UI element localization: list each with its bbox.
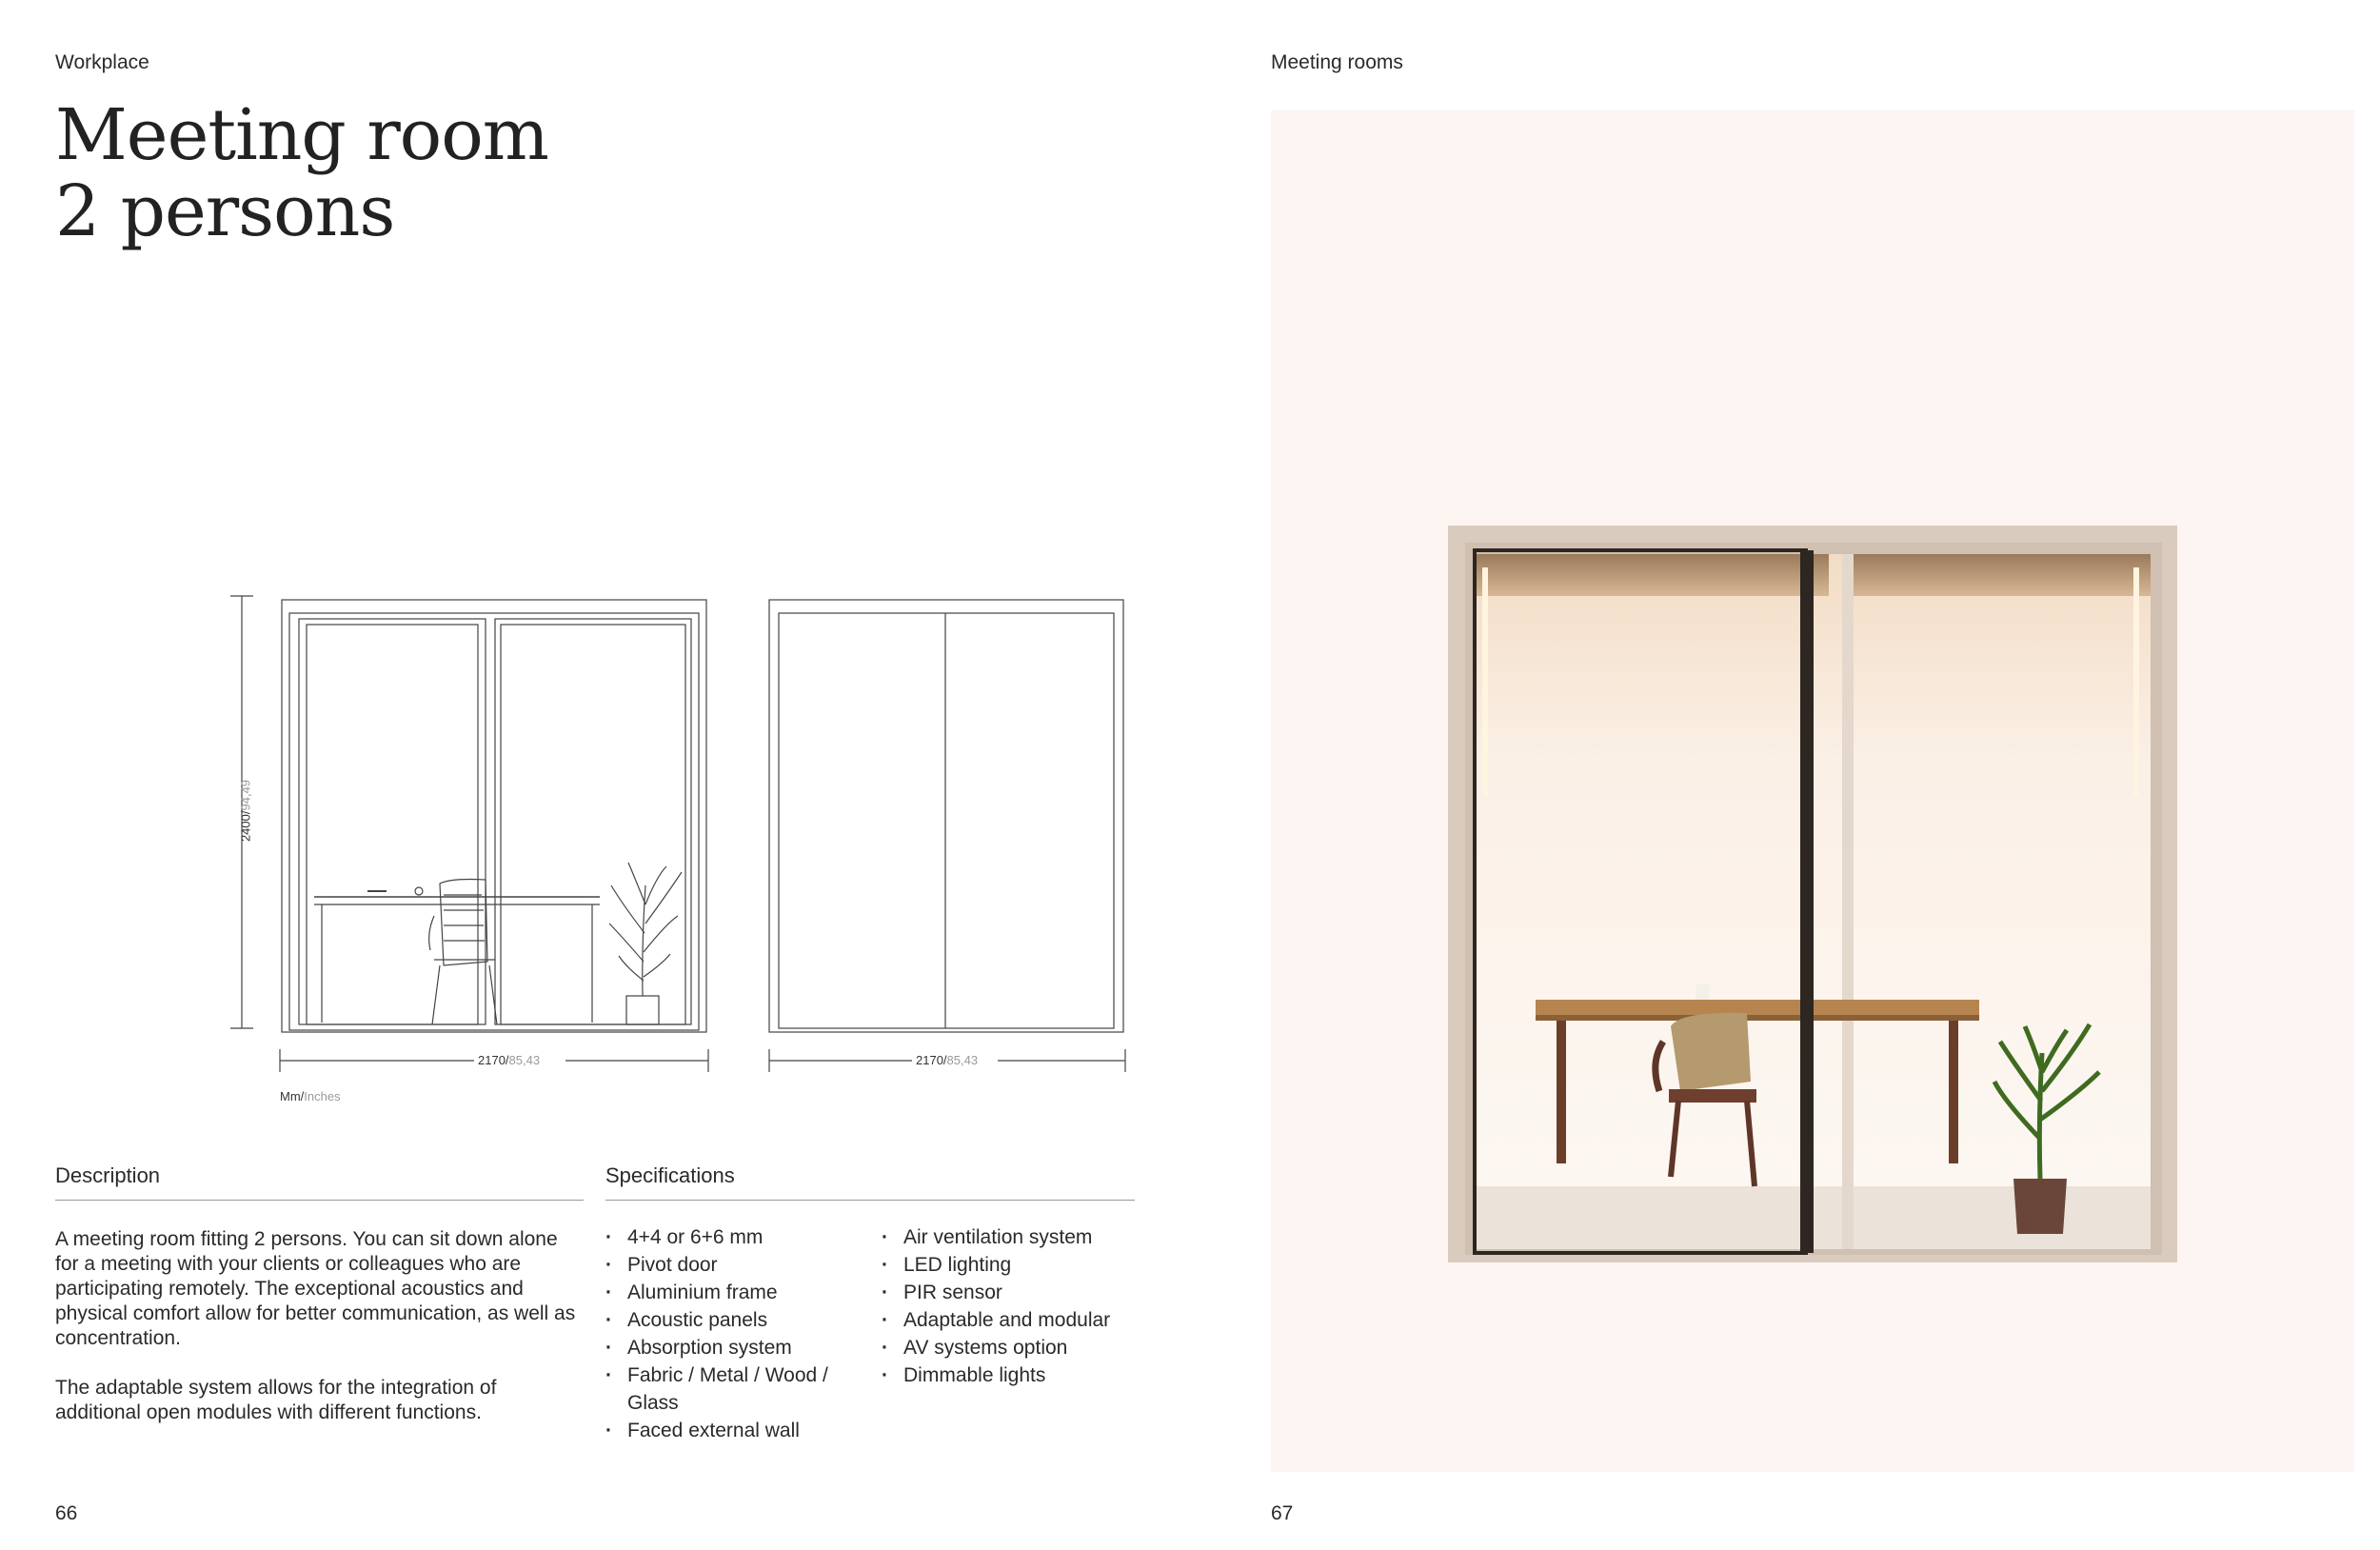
side-width-mm: 2170 <box>916 1053 943 1067</box>
spec-item: · Acoustic panels <box>605 1306 882 1334</box>
spec-item: · PIR sensor <box>882 1279 1135 1306</box>
spec-item: · Fabric / Metal / Wood / Glass <box>605 1361 837 1417</box>
side-width-dimension: 2170/85,43 <box>916 1053 979 1067</box>
spec-item: · Faced external wall <box>605 1417 882 1444</box>
spec-item: · Absorption system <box>605 1334 882 1361</box>
height-mm: 2400 <box>238 814 253 843</box>
title-line-2: 2 persons <box>55 170 395 252</box>
section-label: Workplace <box>55 51 149 73</box>
meeting-pod-illustration <box>1271 110 2354 1472</box>
page-number-right: 67 <box>1271 1502 1294 1524</box>
spec-item: · Aluminium frame <box>605 1279 882 1306</box>
spec-item: · Adaptable and modular <box>882 1306 1135 1334</box>
description-heading: Description <box>55 1163 584 1201</box>
specifications-section <box>605 1163 1135 1444</box>
specs-column-1 <box>605 1223 882 1444</box>
units-primary: Mm <box>280 1089 301 1103</box>
drawing-svg <box>219 581 1152 1114</box>
description-section <box>55 1163 584 1450</box>
page-title <box>55 94 548 252</box>
spec-item: · AV systems option <box>882 1334 1135 1361</box>
units-secondary: Inches <box>304 1089 341 1103</box>
front-width-dimension: 2170/85,43 <box>478 1053 541 1067</box>
description-paragraph-1: A meeting room fitting 2 persons. You can sit down alone for a meeting with your clients or colleagues who are participating remotely. The exceptional acoustics and physical comfort allow for better communication, as well as concentration. <box>55 1228 576 1349</box>
units-legend: Mm/Inches <box>280 1089 341 1103</box>
page-number-left: 66 <box>55 1502 78 1524</box>
spec-item: · LED lighting <box>882 1251 1135 1279</box>
description-paragraph-2: The adaptable system allows for the integration of additional open modules with different functions. <box>55 1377 497 1423</box>
height-in: 94,49 <box>238 779 253 811</box>
spec-item: · Pivot door <box>605 1251 882 1279</box>
technical-drawing <box>219 581 1152 1114</box>
title-line-1: Meeting room <box>55 94 548 176</box>
spec-item: · Air ventilation system <box>882 1223 1135 1251</box>
side-width-in: 85,43 <box>946 1053 979 1067</box>
spec-item: · Dimmable lights <box>882 1361 1135 1389</box>
specs-column-2 <box>882 1223 1135 1444</box>
height-dimension: 2400/94,49 <box>238 779 253 843</box>
product-photo <box>1271 110 2354 1472</box>
front-width-mm: 2170 <box>478 1053 506 1067</box>
specifications-heading: Specifications <box>605 1163 1135 1201</box>
spec-item: · 4+4 or 6+6 mm <box>605 1223 882 1251</box>
section-label-right: Meeting rooms <box>1271 51 1403 73</box>
front-width-in: 85,43 <box>508 1053 541 1067</box>
